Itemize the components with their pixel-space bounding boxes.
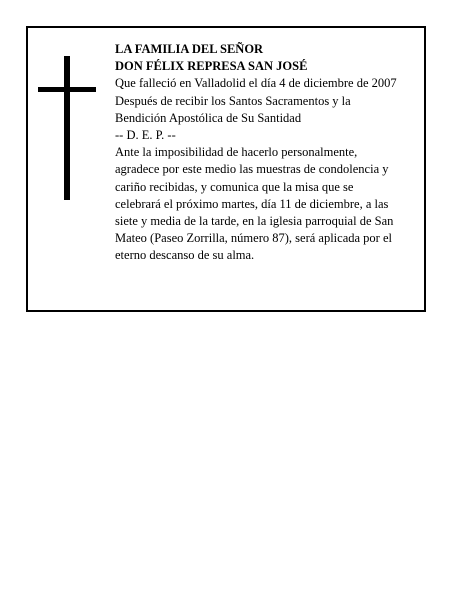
obituary-notice [26,26,426,312]
body-line-blessing: Bendición Apostólica de Su Santidad [115,110,302,125]
body-line-rip: -- D. E. P. -- [115,128,176,143]
notice-text [115,41,427,265]
body-line-thanks-2: agradece por este medio las muestras de condolencia y [115,162,389,177]
body-line-thanks-3: cariño recibidas, y comunica que la misa que se [115,179,354,194]
body-line-sacraments: Después de recibir los Santos Sacramentos y la [115,93,351,108]
cross-horizontal-bar [38,87,96,92]
body-line-closing: eterno descanso de su alma. [115,248,255,263]
body-line-mass-address: Mateo (Paseo Zorrilla, número 87), será aplicada por el [115,231,392,246]
body-line-mass-date: celebrará el próximo martes, día 11 de diciembre, a las [115,196,389,211]
heading-family-line: LA FAMILIA DEL SEÑOR [115,42,264,56]
cross-icon [38,56,96,200]
cross-vertical-bar [64,56,70,200]
body-line-thanks-1: Ante la imposibilidad de hacerlo personalmente, [115,145,358,160]
body-line-mass-place: siete y media de la tarde, en la iglesia parroquial de San [115,214,394,229]
heading-deceased-name: DON FÉLIX REPRESA SAN JOSÉ [115,59,308,74]
body-line-death-date: Que falleció en Valladolid el día 4 de diciembre de 2007 [115,76,397,91]
